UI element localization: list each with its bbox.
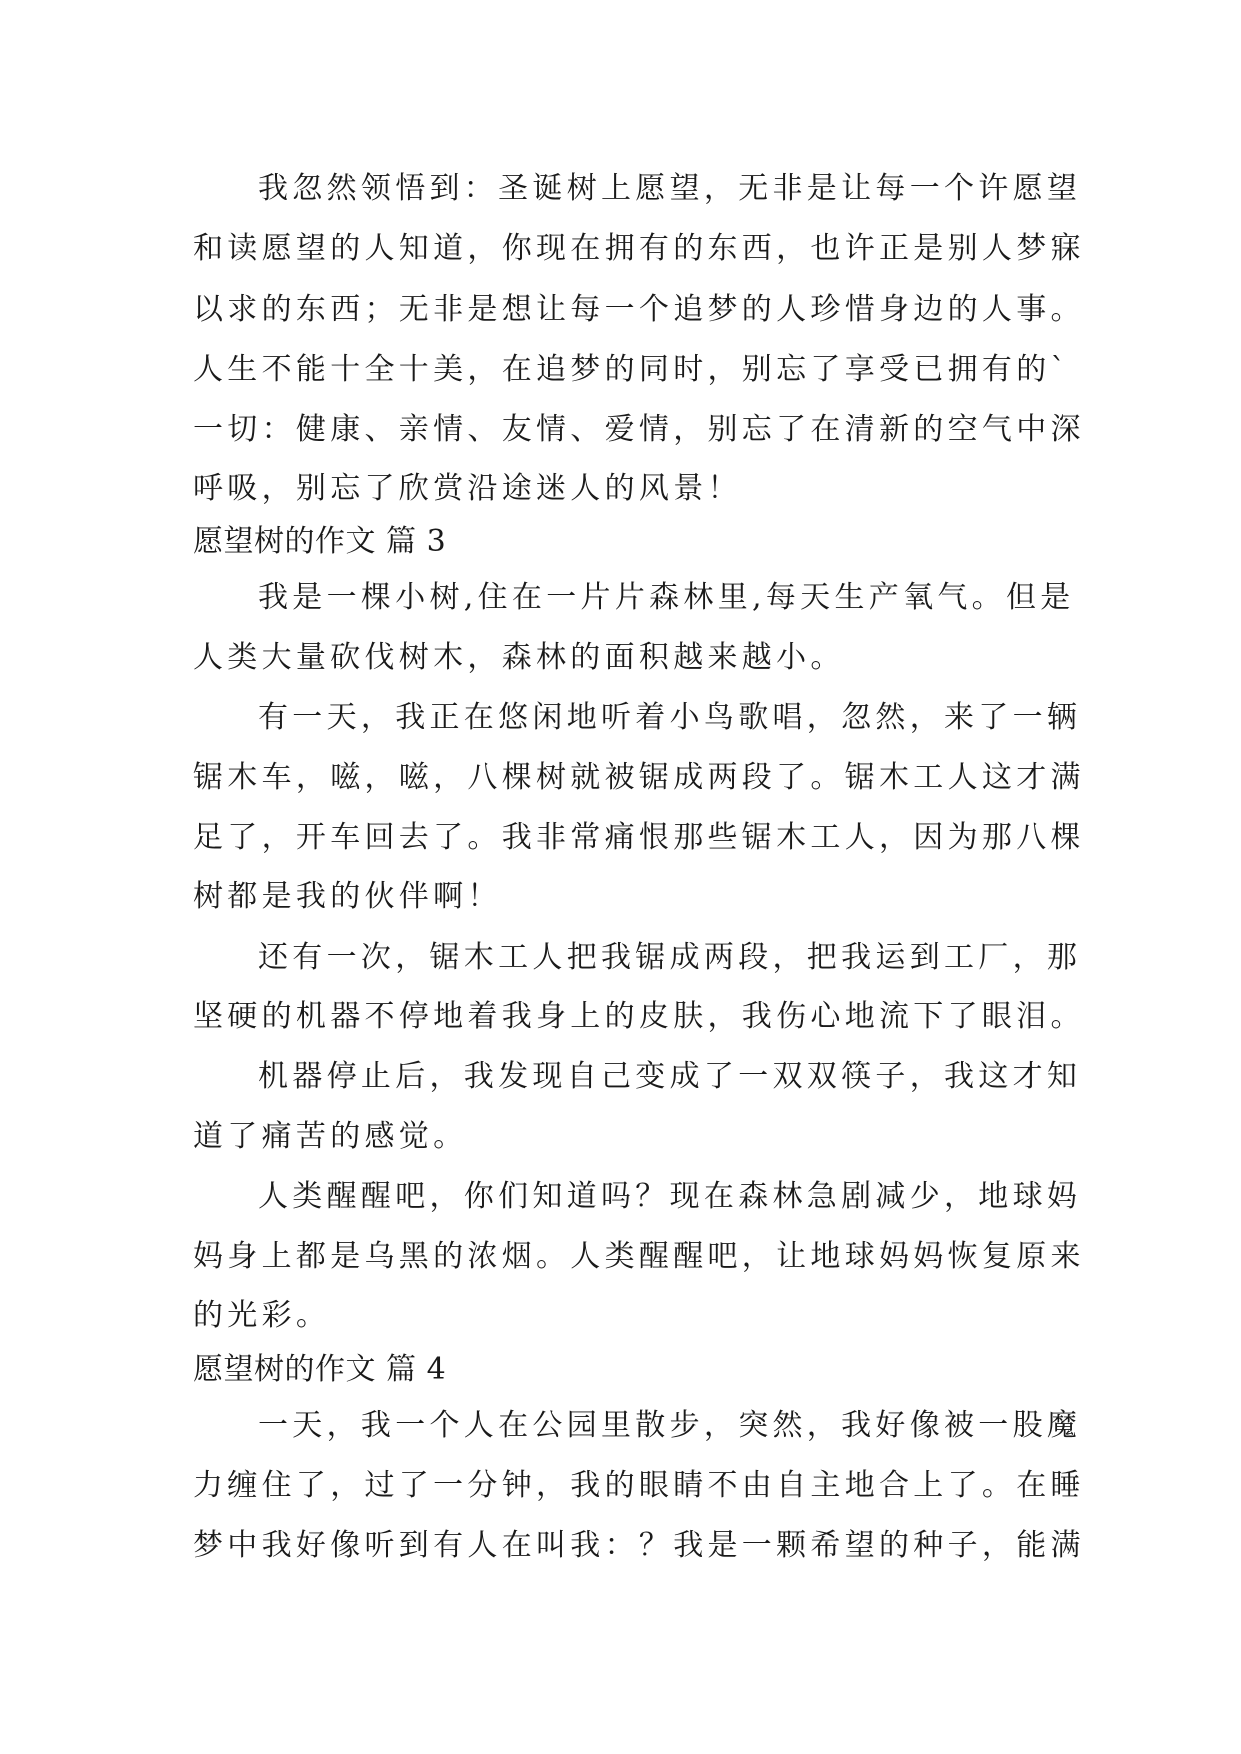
text-line: 人类大量砍伐树木，森林的面积越来越小。	[193, 640, 845, 675]
text-line: 我忽然领悟到：圣诞树上愿望，无非是让每一个许愿望	[258, 171, 1082, 206]
text-line: 人类醒醒吧，你们知道吗？现在森林急剧减少，地球妈	[258, 1179, 1082, 1214]
text-line: 道了痛苦的感觉。	[193, 1119, 468, 1154]
text-line: 锯木车，嗞，嗞，八棵树就被锯成两段了。锯木工人这才满	[193, 760, 1085, 795]
text-line: 足了，开车回去了。我非常痛恨那些锯木工人，因为那八棵	[193, 820, 1085, 855]
text-line: 的光彩。	[193, 1298, 331, 1333]
text-line: 还有一次，锯木工人把我锯成两段，把我运到工厂，那	[258, 940, 1082, 975]
text-line: 有一天，我正在悠闲地听着小鸟歌唱，忽然，来了一辆	[258, 700, 1082, 735]
text-line: 以求的东西；无非是想让每一个追梦的人珍惜身边的人事。	[193, 292, 1085, 327]
text-line: 梦中我好像听到有人在叫我：？我是一颗希望的种子，能满	[193, 1528, 1085, 1563]
text-line: 一天，我一个人在公园里散步，突然，我好像被一股魔	[258, 1408, 1082, 1443]
text-line: 呼吸，别忘了欣赏沿途迷人的风景！	[193, 471, 742, 506]
text-line: 树都是我的伙伴啊！	[193, 879, 502, 914]
text-line: 力缠住了，过了一分钟，我的眼睛不由自主地合上了。在睡	[193, 1468, 1085, 1503]
section-heading: 愿望树的作文 篇 3	[193, 524, 447, 559]
text-line: 妈身上都是乌黑的浓烟。人类醒醒吧，让地球妈妈恢复原来	[193, 1239, 1085, 1274]
text-line: 和读愿望的人知道，你现在拥有的东西，也许正是别人梦寐	[193, 231, 1085, 266]
text-line: 坚硬的机器不停地着我身上的皮肤，我伤心地流下了眼泪。	[193, 999, 1085, 1034]
text-line: 人生不能十全十美，在追梦的同时，别忘了享受已拥有的`	[193, 352, 1070, 387]
text-line: 我是一棵小树,住在一片片森林里,每天生产氧气。但是	[258, 580, 1075, 615]
section-heading: 愿望树的作文 篇 4	[193, 1352, 447, 1387]
text-line: 机器停止后，我发现自己变成了一双双筷子，我这才知	[258, 1059, 1082, 1094]
text-line: 一切：健康、亲情、友情、爱情，别忘了在清新的空气中深	[193, 412, 1085, 447]
